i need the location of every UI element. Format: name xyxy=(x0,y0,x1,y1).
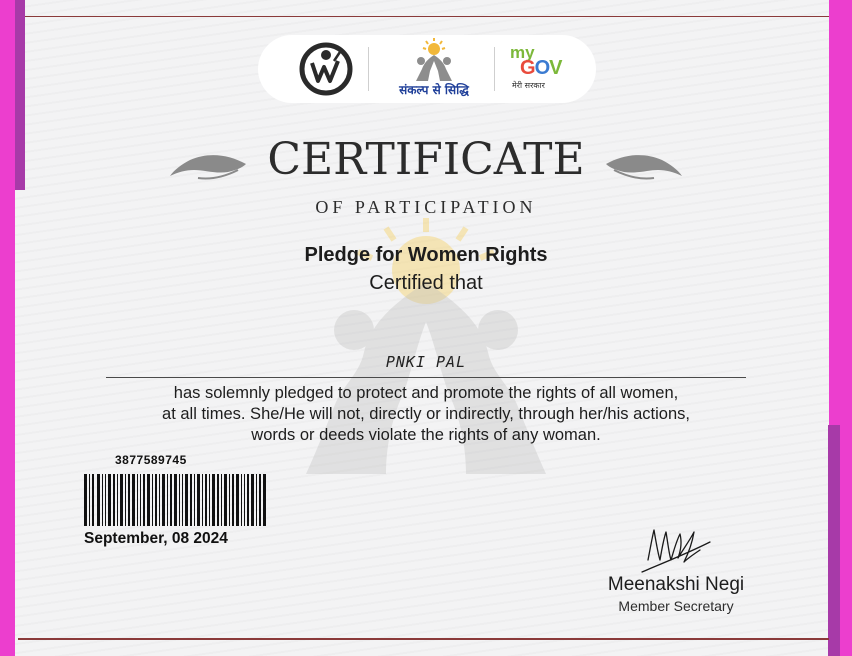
mygov-gov-text: GOV xyxy=(520,57,562,79)
certificate-number: 3877589745 xyxy=(115,453,187,467)
signatory-name: Meenakshi Negi xyxy=(607,574,745,595)
recipient-underline xyxy=(106,377,746,378)
pledge-statement xyxy=(60,383,792,446)
mygov-logo-icon xyxy=(508,43,578,97)
ornamental-flourish-icon xyxy=(604,150,684,182)
signature-icon xyxy=(638,520,714,578)
certificate-subtitle: OF PARTICIPATION xyxy=(315,197,537,217)
wcd-emblem-icon xyxy=(298,41,354,97)
logo-divider xyxy=(368,47,369,91)
ornamental-flourish-icon xyxy=(168,150,248,182)
top-rule xyxy=(25,16,829,17)
sankalp-se-siddhi-icon xyxy=(382,37,486,81)
pledge-line: has solemnly pledged to protect and promote the rights of all women, xyxy=(173,384,679,402)
right-border-accent xyxy=(829,0,836,425)
left-border-accent xyxy=(15,0,25,190)
certificate-date: September, 08 2024 xyxy=(84,530,228,547)
pledge-line: words or deeds violate the rights of any woman. xyxy=(251,426,601,444)
barcode-icon xyxy=(84,474,266,526)
logo-bar xyxy=(258,35,596,103)
mygov-my-text: my xyxy=(510,43,535,62)
left-border xyxy=(0,0,15,656)
bottom-rule xyxy=(18,638,829,640)
mygov-tagline: मेरी सरकार xyxy=(512,81,545,90)
right-border-accent-lower xyxy=(828,425,840,656)
recipient-name: PNKI PAL xyxy=(385,353,467,371)
certified-that-label: Certified that xyxy=(369,272,483,294)
pledge-title: Pledge for Women Rights xyxy=(304,244,548,266)
pledge-line: at all times. She/He will not, directly or indirectly, through her/his actions, xyxy=(162,405,690,423)
certificate-title: CERTIFICATE xyxy=(267,134,585,185)
sankalp-tagline: संकल्प से सिद्धि xyxy=(399,83,469,97)
signatory-title: Member Secretary xyxy=(618,598,734,614)
sankalp-se-siddhi-logo xyxy=(382,37,486,101)
logo-divider xyxy=(494,47,495,91)
